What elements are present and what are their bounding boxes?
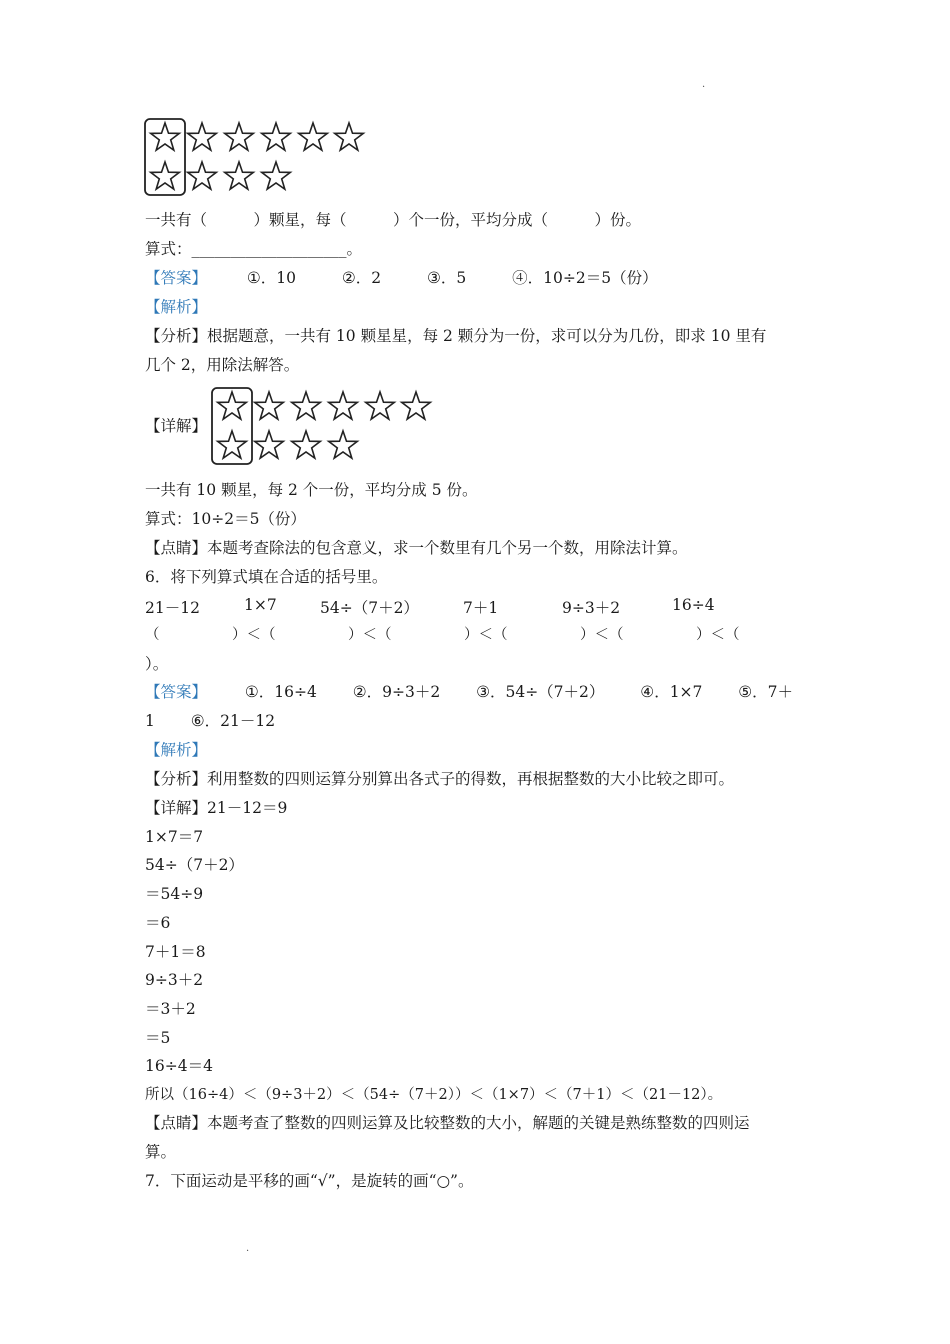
star-icon [335,123,364,150]
formula-label: 算式： [145,240,192,258]
answer-1: ①．10 [246,269,297,287]
answer-3: ③．5 [427,269,467,287]
q5-analysis-tag: 【解析】 [145,298,208,316]
answer-6: ⑥．21－12 [190,712,276,730]
star-icon [218,431,247,458]
q6-step: 【详解】21－12＝9 [145,799,288,817]
q7-title: 7．下面运动是平移的画“√”，是旋转的画“○”。 [145,1172,474,1190]
star-icon [255,392,284,419]
answer-2: ②．2 [341,269,382,287]
q6-expr-5: 9÷3＋2 [562,599,621,617]
star-icon [218,392,247,419]
q5-formula-line [145,239,362,259]
answer-tag: 【答案】 [145,269,208,287]
star-icon [225,162,254,189]
q5-answer-line [145,268,658,288]
star-icon [299,123,328,150]
star-row-2 [218,431,358,458]
star-figure-solution [207,384,447,469]
q6-step: 54÷（7＋2） [145,856,244,874]
top-dot: · [702,82,706,93]
answer-1: ①．16÷4 [244,683,317,701]
q5-fill-line: 一共有（ ）颗星，每（ ）个一份，平均分成（ ）份。 [145,211,642,229]
star-figure-question [140,115,380,200]
q5-fenxi-2: 几个 2，用除法解答。 [145,356,300,374]
q6-dianjing-1: 【点睛】本题考查了整数的四则运算及比较整数的大小，解题的关键是熟练整数的四则运 [145,1114,750,1132]
q6-expr-2: 1×7 [244,596,277,614]
q6-step: ＝5 [145,1029,171,1047]
star-icon [329,392,358,419]
q6-expr-3: 54÷（7＋2） [320,599,419,617]
q6-step: ＝54÷9 [145,885,204,903]
q6-order-line: （ ）＜（ ）＜（ ）＜（ ）＜（ ）＜（ [145,627,740,643]
star-row-1 [151,123,364,150]
answer-4: ④．10÷2＝5（份） [512,269,658,287]
q6-dianjing-2: 算。 [145,1143,177,1161]
formula-blank: ____________________ [191,240,347,258]
answer-4: ④．1×7 [640,683,703,701]
star-icon [292,431,321,458]
star-icon [255,431,284,458]
q5-fenxi-1: 【分析】根据题意，一共有 10 颗星星，每 2 颗分为一份，求可以分为几份，即求 10 里有 [145,327,767,345]
star-icon [366,392,395,419]
star-icon [262,162,291,189]
star-icon [292,392,321,419]
q6-fenxi: 【分析】利用整数的四则运算分别算出各式子的得数，再根据整数的大小比较之即可。 [145,770,735,788]
answer-5-cont: 1 [145,712,155,730]
q6-title: 6．将下列算式填在合适的括号里。 [145,568,388,586]
star-row-1 [218,392,431,419]
star-row-2 [151,162,291,189]
q6-step: 1×7＝7 [145,828,204,846]
q5-detail-1: 一共有 10 颗星，每 2 个一份，平均分成 5 份。 [145,481,478,499]
q6-answer-line-1 [145,682,793,702]
q6-analysis-tag: 【解析】 [145,741,208,759]
q5-dianjing: 【点睛】本题考查除法的包含意义，求一个数里有几个另一个数，用除法计算。 [145,539,688,557]
formula-end: 。 [346,240,363,258]
star-icon [402,392,431,419]
answer-5: ⑤．7＋ [738,683,794,701]
q6-expr-6: 16÷4 [672,596,715,614]
star-icon [225,123,254,150]
q6-step: ＝3＋2 [145,1000,196,1018]
q6-expr-4: 7＋1 [463,599,499,617]
star-icon [262,123,291,150]
answer-tag: 【答案】 [145,683,208,701]
q5-detail-2: 算式：10÷2＝5（份） [145,510,306,528]
bottom-dot: · [246,1246,250,1257]
star-icon [151,123,180,150]
answer-3: ③．54÷（7＋2） [476,683,605,701]
q6-expr-1: 21－12 [145,599,200,617]
q6-order-end: ）。 [145,655,169,673]
q6-step: 16÷4＝4 [145,1057,213,1075]
q6-step: 7＋1＝8 [145,943,206,961]
answer-2: ②．9÷3＋2 [352,683,441,701]
q5-detail-tag: 【详解】 [145,417,208,435]
q6-answer-line-2 [145,711,275,731]
star-icon [188,123,217,150]
q6-step: 9÷3＋2 [145,971,204,989]
star-icon [329,431,358,458]
star-icon [151,162,180,189]
q6-conclusion: 所以（16÷4）＜（9÷3＋2）＜（54÷（7＋2））＜（1×7）＜（7＋1）＜（21－12）。 [145,1087,723,1103]
star-icon [188,162,217,189]
q6-step: ＝6 [145,914,171,932]
